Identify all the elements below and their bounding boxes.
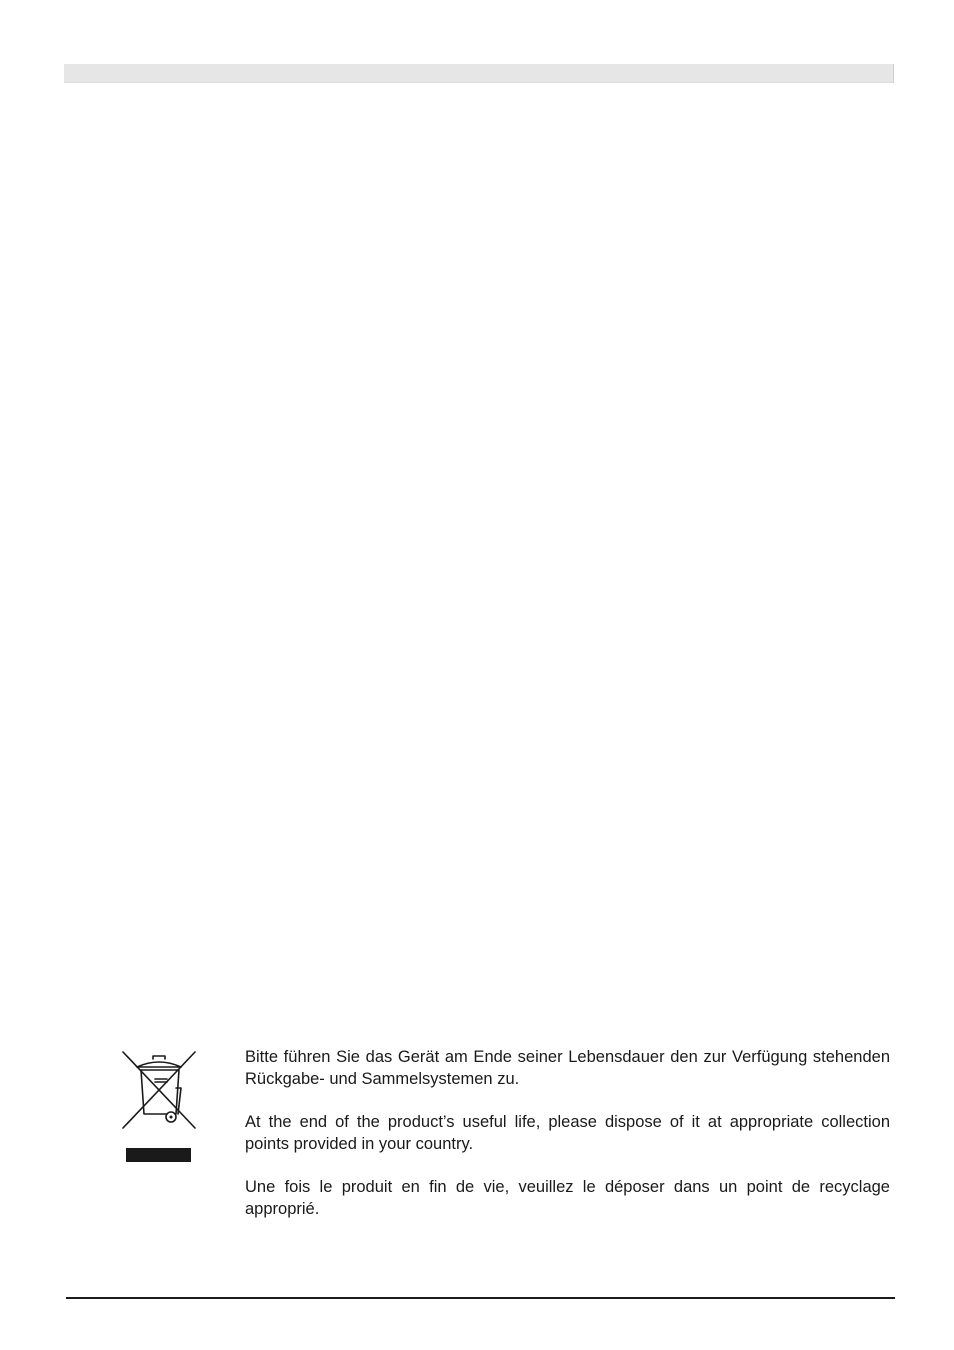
disposal-notice	[245, 1046, 890, 1241]
crossed-out-wheelie-bin-icon	[120, 1048, 198, 1164]
header-bar	[64, 64, 894, 83]
disposal-text-french: Une fois le produit en fin de vie, veuillez le déposer dans un point de recyclage approprié.	[245, 1178, 890, 1218]
footer-rule	[66, 1297, 895, 1299]
disposal-text-german: Bitte führen Sie das Gerät am Ende seiner Lebensdauer den zur Verfügung stehenden Rückgabe- und Sammelsystemen zu.	[245, 1048, 890, 1088]
disposal-text-english: At the end of the product’s useful life, please dispose of it at appropriate collection points provided in your country.	[245, 1113, 890, 1153]
